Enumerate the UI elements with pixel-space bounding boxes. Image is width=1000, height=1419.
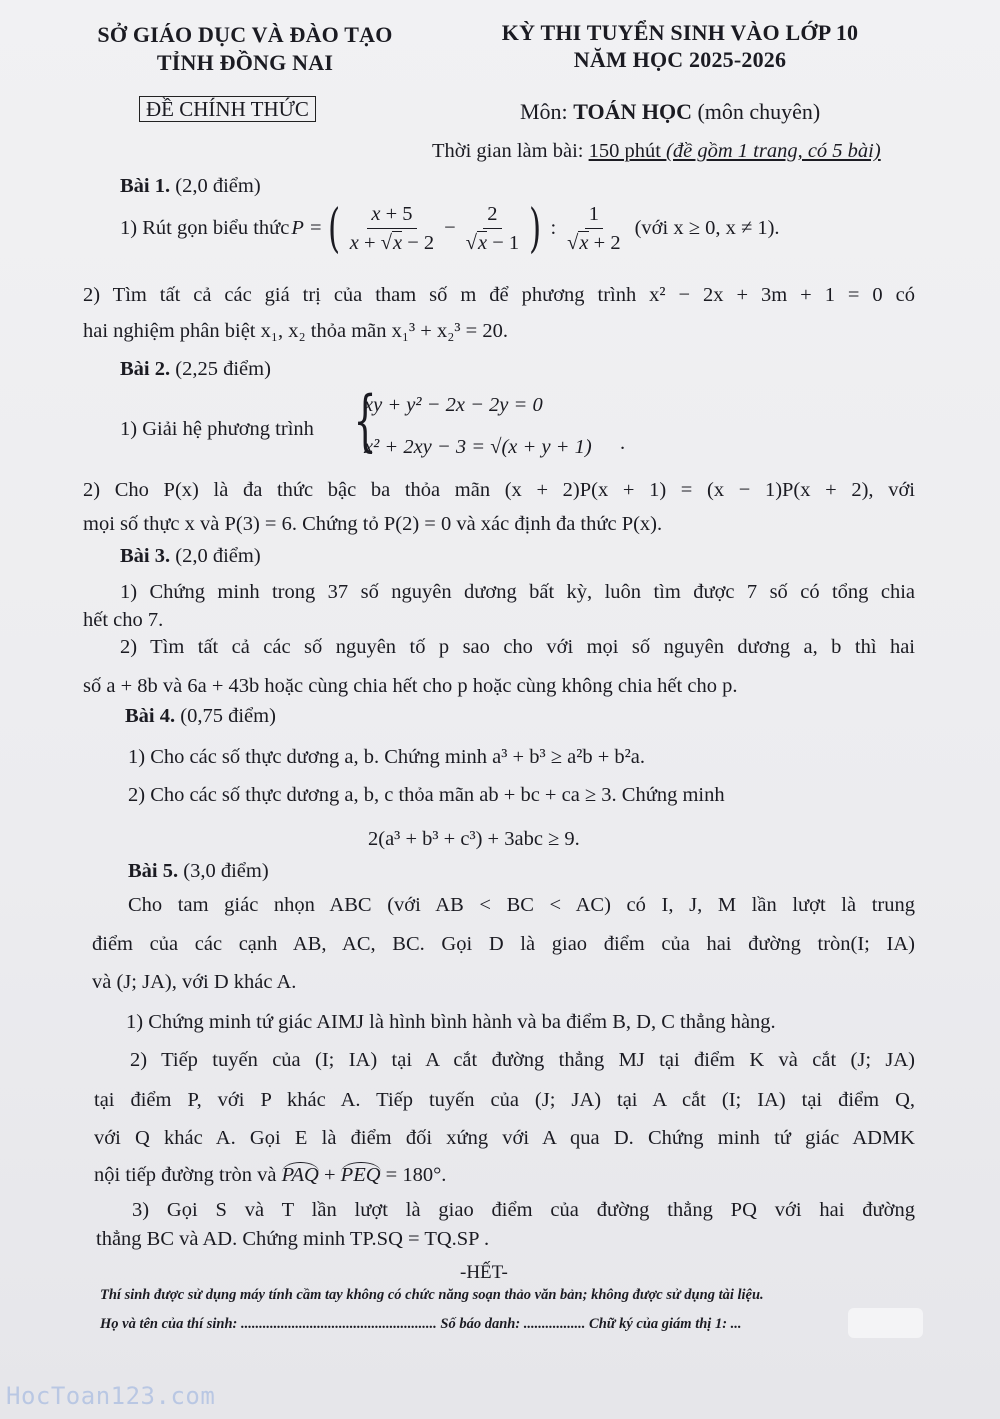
bai3-heading: Bài 3. (2,0 điểm) — [120, 545, 261, 567]
bai5-question2-line2: tại điểm P, với P khác A. Tiếp tuyến của (J; JA) tại A cắt (I; IA) tại điểm Q, — [94, 1089, 915, 1111]
watermark-text: HocToan123.com — [6, 1382, 216, 1410]
bai2-question2-line2: mọi số thực x và P(3) = 6. Chứng tỏ P(2) = 0 và xác định đa thức P(x). — [83, 513, 663, 535]
bai1-question2-line2: hai nghiệm phân biệt x₁, x₂ thỏa mãn x₁³ + x₂³ = 20. — [83, 320, 508, 342]
bai4-formula: 2(a³ + b³ + c³) + 3abc ≥ 9. — [368, 828, 580, 850]
subject-line: Môn: TOÁN HỌC (môn chuyên) — [520, 99, 821, 124]
bai1-question2-line1: 2) Tìm tất cả các giá trị của tham số m để phương trình x² − 2x + 3m + 1 = 0 có — [83, 284, 915, 306]
system-brace: { — [353, 382, 377, 459]
system-equation-2: x² + 2xy − 3 = √(x + y + 1) — [364, 436, 592, 458]
bai2-heading: Bài 2. (2,25 điểm) — [120, 358, 271, 380]
subject-name: TOÁN HỌC — [573, 99, 692, 124]
footer-signature-line: Họ và tên của thí sinh: ...................................................... Số báo danh: ................. Chữ ký của giám thị 1: ... — [100, 1316, 742, 1332]
bai1-question1: 1) Rút gọn biểu thức P = ( $\frac{x + 5}{x + √x - 2}$ − $\frac{2}{√x - 1}$ ) : $\frac{1}{√x + 2}$ (với x ≥ 0, x ≠ 1). — [120, 198, 780, 259]
bai5-intro-line2: điểm của các cạnh AB, AC, BC. Gọi D là giao điểm của hai đường tròn(I; IA) — [92, 933, 915, 955]
bai3-question2-line1: 2) Tìm tất cả các số nguyên tố p sao cho với mọi số nguyên dương a, b thì hai — [120, 636, 915, 658]
fraction-1: $\frac{x + 5}{x + √x - 2}$ — [349, 203, 435, 254]
bai4-question2: 2) Cho các số thực dương a, b, c thỏa mãn ab + bc + ca ≥ 3. Chứng minh — [128, 784, 725, 806]
bai5-question3-line2: thẳng BC và AD. Chứng minh TP.SQ = TQ.SP . — [96, 1228, 490, 1250]
bai5-heading: Bài 5. (3,0 điểm) — [128, 860, 269, 882]
bai3-question2-line2: số a + 8b và 6a + 43b hoặc cùng chia hết cho p hoặc cùng không chia hết cho p. — [83, 675, 738, 697]
footer-note: Thí sinh được sử dụng máy tính cầm tay không có chức năng soạn thảo văn bản; không được sử dụng tài liệu. — [100, 1287, 764, 1303]
bai5-intro-line1: Cho tam giác nhọn ABC (với AB < BC < AC) có I, J, M lần lượt là trung — [128, 894, 915, 916]
official-label: ĐỀ CHÍNH THỨC — [139, 96, 316, 122]
redacted-area — [848, 1308, 923, 1338]
bai2-question2-line1: 2) Cho P(x) là đa thức bậc ba thỏa mãn (x + 2)P(x + 1) = (x − 1)P(x + 2), với — [83, 479, 915, 501]
school-year: NĂM HỌC 2025-2026 — [573, 47, 787, 72]
bai3-question1-line1: 1) Chứng minh trong 37 số nguyên dương bất kỳ, luôn tìm được 7 số có tổng chia — [120, 581, 915, 603]
official-exam-badge — [139, 96, 316, 122]
bai4-question1: 1) Cho các số thực dương a, b. Chứng minh a³ + b³ ≥ a²b + b²a. — [128, 746, 646, 768]
bai5-question1: 1) Chứng minh tứ giác AIMJ là hình bình hành và ba điểm B, D, C thẳng hàng. — [126, 1011, 776, 1033]
arc-peq: PEQ — [340, 1164, 381, 1186]
bai1-heading: Bài 1. (2,0 điểm) — [120, 175, 261, 197]
bai4-heading: Bài 4. (0,75 điểm) — [125, 705, 276, 727]
bai3-question1-line2: hết cho 7. — [83, 609, 164, 631]
exam-title: KỲ THI TUYỂN SINH VÀO LỚP 10 — [501, 20, 859, 45]
bai5-question2-line4: nội tiếp đường tròn và PAQ + PEQ = 180°. — [94, 1164, 447, 1186]
system-period: . — [620, 432, 626, 454]
province-name: TỈNH ĐỒNG NAI — [156, 50, 334, 75]
system-equation-1: xy + y² − 2x − 2y = 0 — [364, 394, 543, 416]
department-name: SỞ GIÁO DỤC VÀ ĐÀO TẠO — [97, 22, 393, 47]
fraction-3: $\frac{1}{√x + 2}$ — [567, 203, 621, 254]
arc-paq: PAQ — [281, 1164, 319, 1186]
bai5-question3-line1: 3) Gọi S và T lần lượt là giao điểm của đường thẳng PQ với hai đường — [132, 1199, 915, 1221]
fraction-2: $\frac{2}{√x - 1}$ — [465, 203, 520, 254]
bai5-question2-line3: với Q khác A. Gọi E là điểm đối xứng với A qua D. Chứng minh tứ giác ADMK — [94, 1127, 915, 1149]
bai2-question1-prefix: 1) Giải hệ phương trình — [120, 418, 314, 440]
end-label: -HẾT- — [460, 1262, 508, 1283]
bai5-intro-line3: và (J; JA), với D khác A. — [92, 971, 297, 993]
bai5-question2-line1: 2) Tiếp tuyến của (I; IA) tại A cắt đường thẳng MJ tại điểm K và cắt (J; JA) — [130, 1049, 915, 1071]
time-line: Thời gian làm bài: 150 phút (đề gồm 1 trang, có 5 bài) — [432, 140, 881, 162]
